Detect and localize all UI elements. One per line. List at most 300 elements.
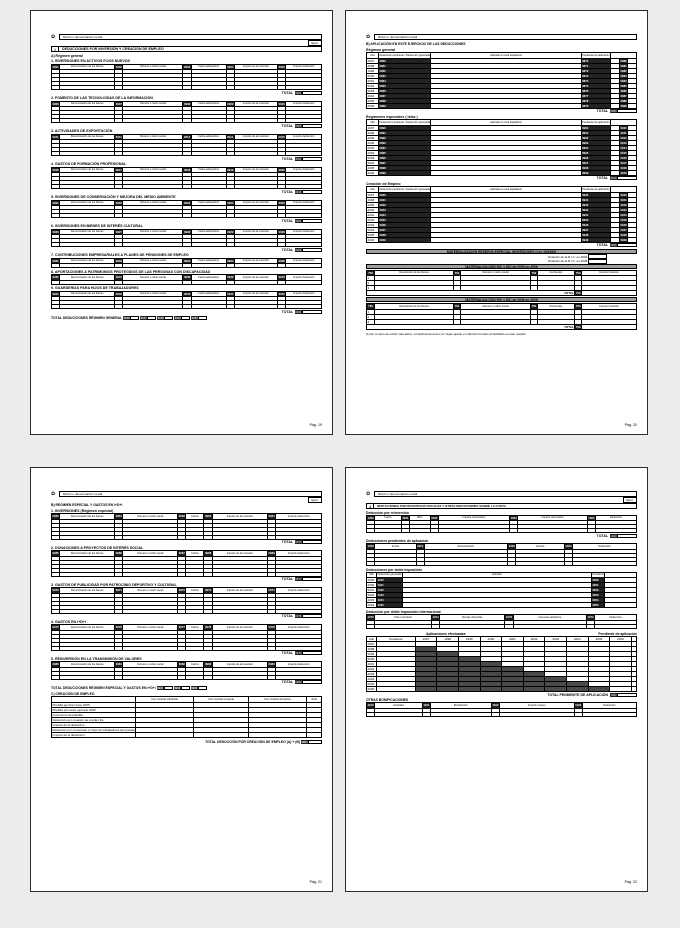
table-cell: 0893	[379, 140, 431, 145]
table-cell[interactable]	[307, 732, 322, 737]
table-cell: Denominación de los bienes	[60, 200, 115, 206]
table-cell[interactable]	[513, 624, 586, 628]
table-cell[interactable]	[226, 305, 234, 309]
table-cell[interactable]	[52, 86, 60, 90]
table-cell[interactable]	[286, 305, 322, 309]
table-cell[interactable]	[123, 280, 183, 284]
table-cell: 0919	[620, 170, 627, 175]
table-cell[interactable]	[183, 305, 191, 309]
table-cell[interactable]	[52, 119, 60, 123]
table-cell[interactable]	[422, 712, 430, 716]
table-cell: Fecha	[375, 544, 416, 550]
item-table	[51, 64, 322, 91]
table-cell: Pendiente de aplicación	[582, 187, 610, 191]
table-cell[interactable]	[52, 243, 60, 247]
table-cell[interactable]	[628, 103, 637, 108]
table-cell[interactable]	[367, 712, 375, 716]
table-cell[interactable]	[60, 535, 115, 539]
table-cell[interactable]	[115, 572, 123, 576]
table-cell: 2002	[367, 150, 379, 155]
table-cell[interactable]	[226, 280, 234, 284]
table-cell[interactable]	[367, 561, 375, 565]
table-cell[interactable]	[234, 185, 277, 189]
table-cell[interactable]	[212, 535, 267, 539]
item-total: TOTAL 0941	[51, 310, 322, 314]
table-row	[52, 646, 322, 650]
application-matrix	[366, 636, 637, 693]
table-cell[interactable]	[268, 646, 276, 650]
table-cell: 0949	[620, 237, 627, 242]
table-cell[interactable]	[268, 675, 276, 679]
table-cell[interactable]	[582, 712, 636, 716]
table-cell[interactable]	[115, 152, 123, 156]
table-cell[interactable]	[278, 152, 286, 156]
table-cell[interactable]	[52, 185, 60, 189]
table-cell[interactable]	[123, 535, 178, 539]
table-cell[interactable]	[212, 646, 267, 650]
table-cell: 2005	[367, 165, 379, 170]
table-cell: 2003	[545, 636, 567, 642]
table-cell: 759	[575, 291, 581, 295]
table-cell[interactable]	[286, 243, 322, 247]
table-cell[interactable]	[234, 280, 277, 284]
table-cell[interactable]	[278, 119, 286, 123]
table-cell[interactable]	[628, 170, 637, 175]
table-cell[interactable]	[278, 86, 286, 90]
total-value[interactable]	[302, 614, 322, 618]
table-cell[interactable]	[60, 119, 115, 123]
table-cell[interactable]	[226, 119, 234, 123]
table-cell[interactable]	[367, 529, 375, 533]
table-cell[interactable]	[276, 609, 322, 613]
table-cell: 0944	[227, 291, 234, 296]
table-cell[interactable]	[191, 185, 226, 189]
table-cell[interactable]	[276, 646, 322, 650]
table-cell[interactable]	[178, 675, 186, 679]
employment-total-line: TOTAL DEDUCCIÓN POR CREACIÓN DE EMPLEO (A) + (B) 0984	[51, 740, 322, 744]
company-name-field[interactable]	[59, 34, 322, 40]
table-cell[interactable]	[564, 561, 572, 565]
table-cell[interactable]	[375, 624, 432, 628]
table-cell[interactable]	[286, 86, 322, 90]
table-cell[interactable]	[204, 572, 212, 576]
table-cell[interactable]	[587, 529, 595, 533]
table-cell[interactable]	[183, 86, 191, 90]
table-cell[interactable]	[416, 561, 424, 565]
table-cell[interactable]	[60, 152, 115, 156]
table-cell[interactable]	[191, 152, 226, 156]
table-cell: 1003	[510, 515, 517, 520]
table-cell[interactable]	[516, 561, 564, 565]
total-value[interactable]	[302, 190, 322, 194]
table-cell[interactable]	[438, 529, 509, 533]
table-cell[interactable]	[375, 561, 416, 565]
total-value[interactable]	[302, 157, 322, 161]
form-page-22: ✿ Razón o denominación social Ejerc. J DEDUCCIONES POR INCENTIVOS FISCALES Y OTRAS DEDUCCIONES SOBRE LA CUOTA Deducción por reinversión 1000 Fecha 1001 Bien 1002 Importe transmisión 1003 Importe reinversión 1004 Deducción TOTAL 1010 Deducciones pendientes de aplicación 1020 Fecha 1021 Denominación 1022 Importe 1023 Deducción Deducciones por doble imposición Año Deducción generada Aplicado Pendiente 1999 1040 1050 2000 1041 1051 2001 1042 1052 2002 1043 1053 2003 1044 1054 2004 1045 1055 Deducción por doble imposición internacional 1070 Pais o territorio 1071 Rentas obtenidas 1072 Impuesto satisfecho 1073 Deducción Aplicaciones efectuadas Pendiente de aplicación Año Pendiente 1997 1998 1999 2000 2001 2002 2003 2004 2005 2006 1997 1998 1999 2000 2001 2002 2003 2004 2005 2006 TOTAL PENDIENTE DE APLICACIÓN 1090 OTRAS BONIFICACIONES 1100 Actividad 1101 Bonificación 1102 Importe íntegro 1103 Deducción Pág. 22	[345, 467, 648, 892]
table-cell[interactable]	[60, 243, 115, 247]
table-cell: 0974	[268, 588, 275, 593]
table-cell[interactable]	[52, 609, 60, 613]
table-cell[interactable]	[582, 291, 637, 296]
table-cell[interactable]	[226, 214, 234, 218]
table-cell: 1997	[415, 636, 437, 642]
table-cell[interactable]	[186, 609, 204, 613]
table-cell: Número o razón social	[123, 275, 183, 281]
table-cell[interactable]	[377, 687, 416, 692]
table-cell[interactable]	[60, 305, 115, 309]
table-cell: 1999	[367, 578, 377, 583]
table-cell[interactable]	[52, 280, 60, 284]
table-total-row	[367, 291, 637, 296]
table-cell[interactable]	[431, 103, 581, 108]
table-cell: 1042	[377, 588, 403, 593]
table-cell[interactable]	[276, 675, 322, 679]
table-cell[interactable]	[631, 687, 636, 692]
table-cell: 1999	[367, 202, 379, 207]
table-cell[interactable]	[60, 214, 115, 218]
table-cell[interactable]	[115, 280, 123, 284]
matrix-pending-title: Pendiente de aplicación	[598, 631, 637, 636]
item-total: TOTAL 0921	[51, 219, 322, 223]
table-cell[interactable]	[249, 732, 307, 737]
table-cell: Importe de la inversión	[212, 551, 267, 557]
table-cell[interactable]	[191, 214, 226, 218]
total-value[interactable]	[617, 109, 637, 113]
table-cell[interactable]	[123, 675, 178, 679]
table-cell[interactable]	[183, 185, 191, 189]
table-cell[interactable]	[52, 305, 60, 309]
table-cell[interactable]	[204, 535, 212, 539]
table-cell[interactable]	[226, 152, 234, 156]
table-cell[interactable]	[401, 529, 409, 533]
table-cell[interactable]	[60, 264, 115, 268]
company-name-field[interactable]	[374, 491, 637, 497]
table-cell[interactable]	[115, 305, 123, 309]
table-cell[interactable]	[123, 119, 183, 123]
table-cell: Deducción por conversión en fijos de trabajadores temporales	[52, 727, 135, 732]
table-cell: 0879	[581, 103, 611, 108]
table-cell: Número o razón social	[123, 662, 178, 668]
table-cell[interactable]	[611, 237, 620, 242]
table-cell[interactable]	[136, 732, 193, 737]
table-cell[interactable]	[52, 264, 60, 268]
total-value[interactable]	[302, 540, 322, 544]
table-cell[interactable]	[234, 214, 277, 218]
table-cell[interactable]	[234, 243, 277, 247]
table-cell: Aplicado en esta liquidación	[431, 120, 581, 126]
table-cell: 2004	[367, 603, 377, 608]
table-cell[interactable]	[610, 687, 632, 692]
total-value[interactable]	[302, 219, 322, 223]
table-row	[52, 675, 322, 679]
table-cell: Importe de la inversión	[234, 258, 277, 264]
table-cell[interactable]	[226, 86, 234, 90]
table-cell[interactable]	[278, 264, 286, 268]
total-value[interactable]	[302, 124, 322, 128]
block-table	[366, 186, 637, 243]
table-cell[interactable]	[286, 185, 322, 189]
table-cell[interactable]	[505, 624, 513, 628]
table-cell[interactable]	[204, 609, 212, 613]
table-cell[interactable]	[499, 712, 574, 716]
table-cell[interactable]	[424, 561, 507, 565]
table-cell: 0923	[379, 207, 431, 212]
table-cell[interactable]	[123, 572, 178, 576]
table-cell[interactable]	[605, 603, 637, 608]
table-cell[interactable]	[278, 305, 286, 309]
table-cell[interactable]	[431, 170, 581, 175]
table-cell[interactable]	[212, 609, 267, 613]
table-cell: 0920	[379, 192, 431, 197]
table-cell[interactable]	[278, 243, 286, 247]
intl-title: Deducción por doble imposición internacional	[366, 610, 441, 614]
table-cell[interactable]	[191, 119, 226, 123]
table-cell: Importe de la inversión	[234, 101, 277, 107]
table-cell[interactable]	[573, 561, 637, 565]
item-total: TOTAL 0901	[51, 91, 322, 95]
company-name-label: Razón o denominación social	[378, 492, 418, 496]
table-cell[interactable]	[183, 243, 191, 247]
table-cell[interactable]	[115, 646, 123, 650]
table-cell: Fecha	[186, 662, 204, 668]
table-cell[interactable]	[183, 152, 191, 156]
table-cell[interactable]	[286, 264, 322, 268]
table-cell[interactable]	[234, 305, 277, 309]
table-cell: Importe de la inversión	[234, 200, 277, 206]
table-cell[interactable]	[186, 572, 204, 576]
table-cell: Importe deducción	[286, 291, 322, 297]
table-cell: 769	[575, 324, 581, 329]
table-cell[interactable]	[115, 119, 123, 123]
table-cell[interactable]	[115, 264, 123, 268]
table-cell: 0929	[227, 229, 234, 234]
table-cell[interactable]	[204, 646, 212, 650]
table-cell: TOTAL	[367, 324, 575, 329]
table-cell: 0978	[204, 625, 212, 630]
table-cell[interactable]	[193, 732, 248, 737]
table-cell[interactable]	[226, 243, 234, 247]
table-cell: 0919	[227, 167, 234, 172]
table-cell: 0935	[278, 258, 285, 263]
table-cell[interactable]	[178, 609, 186, 613]
item-title	[51, 162, 322, 166]
table-cell: 0886	[620, 88, 627, 93]
table-cell[interactable]	[375, 712, 423, 716]
table-cell[interactable]	[123, 264, 183, 268]
table-cell: Bonificación	[430, 703, 491, 709]
table-cell[interactable]	[268, 609, 276, 613]
table-cell[interactable]	[276, 535, 322, 539]
table-cell[interactable]	[491, 712, 499, 716]
table-cell[interactable]	[52, 646, 60, 650]
table-cell[interactable]	[574, 712, 582, 716]
table-cell[interactable]	[440, 624, 505, 628]
table-cell[interactable]	[123, 609, 178, 613]
ric-table-2	[366, 303, 637, 330]
table-cell[interactable]	[191, 280, 226, 284]
table-cell[interactable]	[409, 529, 430, 533]
table-cell[interactable]	[178, 646, 186, 650]
item-total: TOTAL 0979	[51, 651, 322, 655]
table-cell[interactable]	[60, 572, 115, 576]
company-name-label: Razón o denominación social	[378, 35, 418, 39]
table-cell[interactable]	[52, 214, 60, 218]
table-cell[interactable]	[123, 646, 178, 650]
table-cell: 1071	[432, 615, 439, 620]
table-cell[interactable]	[186, 675, 204, 679]
table-cell: Número o razón social	[123, 200, 183, 206]
table-cell[interactable]	[183, 214, 191, 218]
item-total: TOTAL 0906	[51, 124, 322, 128]
table-cell[interactable]	[123, 86, 183, 90]
table-cell[interactable]	[611, 170, 620, 175]
table-cell[interactable]	[226, 264, 234, 268]
table-cell[interactable]	[123, 243, 183, 247]
table-cell[interactable]	[52, 535, 60, 539]
tax-agency-icon: ✿	[51, 34, 56, 40]
table-cell[interactable]	[60, 280, 115, 284]
table-cell[interactable]	[268, 572, 276, 576]
table-cell[interactable]	[375, 529, 401, 533]
company-name-field[interactable]	[59, 491, 322, 497]
table-row	[52, 185, 322, 189]
table-cell[interactable]	[430, 712, 491, 716]
table-cell[interactable]	[178, 572, 186, 576]
table-cell[interactable]	[191, 86, 226, 90]
table-cell: Número o razón social	[123, 167, 183, 173]
table-cell[interactable]	[186, 535, 204, 539]
item-title	[51, 583, 322, 587]
table-cell[interactable]	[586, 624, 594, 628]
table-cell[interactable]	[60, 86, 115, 90]
table-cell[interactable]	[278, 280, 286, 284]
table-cell[interactable]	[510, 529, 518, 533]
table-cell[interactable]	[286, 119, 322, 123]
table-cell[interactable]	[430, 529, 438, 533]
table-cell[interactable]	[60, 646, 115, 650]
table-cell[interactable]	[52, 675, 60, 679]
table-cell[interactable]	[234, 264, 277, 268]
table-cell: 0963	[204, 514, 212, 519]
table-cell[interactable]	[115, 609, 123, 613]
table-cell[interactable]	[596, 529, 637, 533]
table-cell[interactable]	[276, 572, 322, 576]
table-cell[interactable]	[60, 675, 115, 679]
total-value[interactable]	[302, 680, 322, 684]
table-cell: Pendiente	[377, 636, 416, 642]
table-cell[interactable]	[123, 305, 183, 309]
table-cell[interactable]	[278, 185, 286, 189]
company-name-label: Razón o denominación social	[63, 35, 103, 39]
table-cell[interactable]	[432, 624, 440, 628]
item-table	[51, 661, 322, 680]
table-cell[interactable]	[595, 624, 637, 628]
table-cell[interactable]	[178, 535, 186, 539]
table-cell: 0925	[278, 200, 285, 205]
item-table	[51, 258, 322, 269]
table-cell[interactable]	[183, 264, 191, 268]
table-cell[interactable]	[60, 609, 115, 613]
table-cell[interactable]	[367, 624, 375, 628]
table-cell: Número o razón social	[123, 551, 178, 557]
table-cell[interactable]	[508, 561, 516, 565]
table-cell[interactable]	[183, 119, 191, 123]
table-row	[52, 264, 322, 268]
table-cell[interactable]	[191, 305, 226, 309]
table-cell[interactable]	[191, 243, 226, 247]
table-cell[interactable]	[582, 324, 637, 329]
table-cell[interactable]	[183, 280, 191, 284]
table-cell[interactable]	[518, 529, 588, 533]
table-cell[interactable]	[234, 119, 277, 123]
table-cell[interactable]	[226, 185, 234, 189]
total-value[interactable]	[617, 176, 637, 180]
table-cell[interactable]	[234, 152, 277, 156]
table-cell[interactable]	[115, 185, 123, 189]
table-cell[interactable]	[115, 535, 123, 539]
table-cell[interactable]	[268, 535, 276, 539]
table-row	[367, 624, 637, 628]
general-total-label: TOTAL DEDUCCIONES RÉGIMEN GENERAL	[51, 315, 123, 320]
table-cell	[437, 687, 459, 692]
table-cell[interactable]	[52, 572, 60, 576]
table-cell: Denominación de los bienes	[60, 551, 115, 557]
table-cell[interactable]	[60, 185, 115, 189]
table-cell: 0924	[227, 200, 234, 205]
table-cell[interactable]	[286, 280, 322, 284]
table-cell[interactable]	[52, 152, 60, 156]
table-cell[interactable]	[611, 103, 620, 108]
table-cell[interactable]	[123, 152, 183, 156]
table-cell[interactable]	[402, 603, 591, 608]
table-cell: 2002	[523, 636, 545, 642]
table-cell[interactable]	[191, 264, 226, 268]
total-value[interactable]	[617, 243, 637, 247]
table-cell[interactable]	[431, 237, 581, 242]
total-value[interactable]	[302, 310, 322, 314]
table-cell[interactable]	[123, 214, 183, 218]
table-cell[interactable]	[278, 214, 286, 218]
table-cell[interactable]	[286, 152, 322, 156]
item-total: TOTAL 0978	[51, 614, 322, 618]
table-cell: 1052	[591, 588, 605, 593]
total-value[interactable]	[302, 248, 322, 252]
total-value[interactable]	[302, 651, 322, 655]
company-name-field[interactable]	[374, 34, 637, 40]
table-cell[interactable]	[123, 185, 183, 189]
table-cell[interactable]	[204, 675, 212, 679]
table-cell[interactable]	[115, 675, 123, 679]
table-cell[interactable]	[115, 86, 123, 90]
table-cell: Importe de la inversión	[212, 588, 267, 594]
table-cell[interactable]	[115, 214, 123, 218]
table-cell: 1999	[458, 636, 480, 642]
total-value[interactable]	[302, 577, 322, 581]
table-cell[interactable]	[186, 646, 204, 650]
table-cell[interactable]	[234, 86, 277, 90]
table-cell[interactable]	[286, 214, 322, 218]
table-cell[interactable]	[212, 572, 267, 576]
table-cell: 0931	[52, 258, 59, 263]
table-cell: 0969	[268, 551, 275, 556]
total-value[interactable]	[302, 91, 322, 95]
table-cell[interactable]	[212, 675, 267, 679]
table-cell: Año	[367, 53, 379, 59]
table-cell: Deducción pendiente / Deducción generada	[379, 187, 430, 191]
table-cell[interactable]	[115, 243, 123, 247]
table-cell: 1999	[367, 68, 379, 73]
table-cell[interactable]	[628, 237, 637, 242]
